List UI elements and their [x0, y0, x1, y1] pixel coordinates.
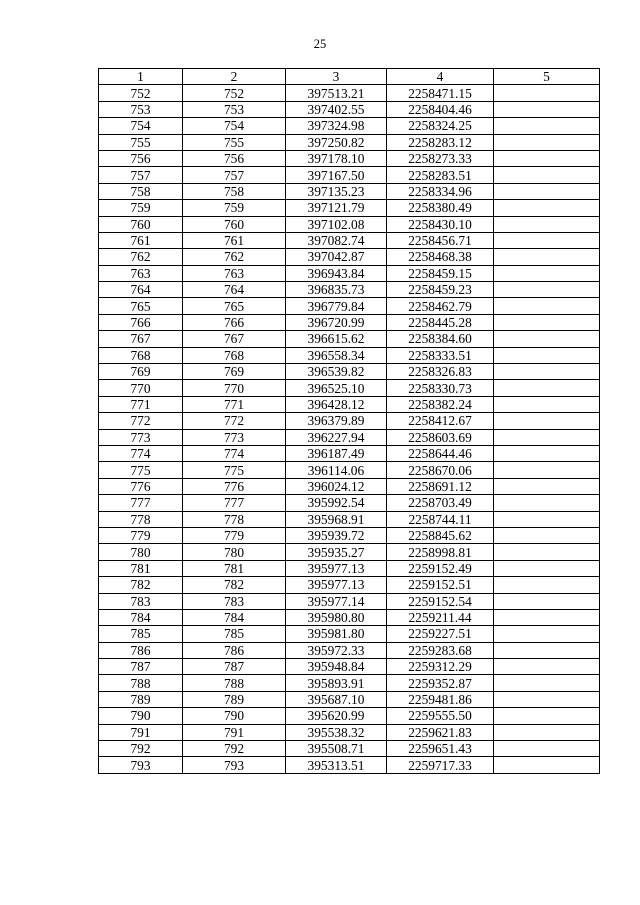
table-row	[99, 642, 600, 658]
table-row	[99, 626, 600, 642]
table-cell-col-4: 2259555.50	[387, 708, 494, 724]
table-cell-col-1: 756	[99, 150, 183, 166]
table-cell-col-4: 2258333.51	[387, 347, 494, 363]
table-cell-col-5	[494, 150, 600, 166]
table-row	[99, 560, 600, 576]
table-cell-col-1: 776	[99, 478, 183, 494]
table-row	[99, 708, 600, 724]
table-row	[99, 282, 600, 298]
table-cell-col-5	[494, 757, 600, 773]
table-cell-col-5	[494, 626, 600, 642]
header-cell-1: 1	[99, 69, 183, 85]
table-cell-col-3: 397402.55	[286, 101, 387, 117]
table-cell-col-5	[494, 249, 600, 265]
table-cell-col-3: 395968.91	[286, 511, 387, 527]
table-cell-col-1: 786	[99, 642, 183, 658]
table-cell-col-3: 396835.73	[286, 282, 387, 298]
table-cell-col-4: 2258459.15	[387, 265, 494, 281]
table-cell-col-5	[494, 544, 600, 560]
header-cell-2: 2	[183, 69, 286, 85]
table-cell-col-5	[494, 298, 600, 314]
table-cell-col-4: 2258670.06	[387, 462, 494, 478]
table-cell-col-4: 2258691.12	[387, 478, 494, 494]
table-cell-col-1: 775	[99, 462, 183, 478]
table-cell-col-5	[494, 118, 600, 134]
table-cell-col-5	[494, 85, 600, 101]
table-row	[99, 478, 600, 494]
table-cell-col-4: 2258430.10	[387, 216, 494, 232]
table-cell-col-2: 753	[183, 101, 286, 117]
table-cell-col-2: 790	[183, 708, 286, 724]
table-cell-col-1: 779	[99, 527, 183, 543]
table-cell-col-3: 396227.94	[286, 429, 387, 445]
table-cell-col-5	[494, 216, 600, 232]
table-cell-col-2: 761	[183, 232, 286, 248]
table-cell-col-2: 771	[183, 396, 286, 412]
table-cell-col-3: 395935.27	[286, 544, 387, 560]
table-cell-col-1: 774	[99, 445, 183, 461]
table-row	[99, 495, 600, 511]
table-cell-col-4: 2258462.79	[387, 298, 494, 314]
table-cell-col-4: 2259352.87	[387, 675, 494, 691]
table-cell-col-4: 2258283.51	[387, 167, 494, 183]
table-cell-col-1: 761	[99, 232, 183, 248]
table-cell-col-1: 784	[99, 609, 183, 625]
table-cell-col-3: 397178.10	[286, 150, 387, 166]
table-row	[99, 364, 600, 380]
table-cell-col-4: 2259283.68	[387, 642, 494, 658]
table-header	[99, 69, 600, 85]
table-cell-col-3: 397082.74	[286, 232, 387, 248]
table-cell-col-4: 2259227.51	[387, 626, 494, 642]
table-cell-col-2: 766	[183, 314, 286, 330]
table-cell-col-1: 764	[99, 282, 183, 298]
header-cell-3: 3	[286, 69, 387, 85]
table-cell-col-1: 766	[99, 314, 183, 330]
table-cell-col-2: 781	[183, 560, 286, 576]
table-cell-col-1: 755	[99, 134, 183, 150]
table-row	[99, 314, 600, 330]
table-cell-col-1: 785	[99, 626, 183, 642]
table-cell-col-2: 754	[183, 118, 286, 134]
table-cell-col-2: 755	[183, 134, 286, 150]
table-cell-col-3: 396379.89	[286, 413, 387, 429]
table-cell-col-3: 397042.87	[286, 249, 387, 265]
table-cell-col-3: 397250.82	[286, 134, 387, 150]
table-cell-col-5	[494, 495, 600, 511]
table-cell-col-1: 770	[99, 380, 183, 396]
table-cell-col-3: 396114.06	[286, 462, 387, 478]
table-cell-col-4: 2258326.83	[387, 364, 494, 380]
table-cell-col-1: 762	[99, 249, 183, 265]
table-cell-col-5	[494, 659, 600, 675]
table-cell-col-4: 2258404.46	[387, 101, 494, 117]
table-row	[99, 741, 600, 757]
table-cell-col-2: 752	[183, 85, 286, 101]
table-cell-col-4: 2258380.49	[387, 200, 494, 216]
table-cell-col-1: 767	[99, 331, 183, 347]
table-cell-col-1: 760	[99, 216, 183, 232]
table-cell-col-2: 788	[183, 675, 286, 691]
table-cell-col-3: 395687.10	[286, 691, 387, 707]
table-cell-col-5	[494, 478, 600, 494]
table-cell-col-4: 2258998.81	[387, 544, 494, 560]
table-cell-col-2: 782	[183, 577, 286, 593]
table-cell-col-3: 395620.99	[286, 708, 387, 724]
table-cell-col-1: 787	[99, 659, 183, 675]
table-cell-col-4: 2259481.86	[387, 691, 494, 707]
table-cell-col-2: 770	[183, 380, 286, 396]
table-cell-col-2: 768	[183, 347, 286, 363]
table-cell-col-4: 2258382.24	[387, 396, 494, 412]
table-row	[99, 216, 600, 232]
table-cell-col-2: 789	[183, 691, 286, 707]
table-row	[99, 380, 600, 396]
table-cell-col-2: 791	[183, 724, 286, 740]
table-cell-col-4: 2259312.29	[387, 659, 494, 675]
table-cell-col-3: 395981.80	[286, 626, 387, 642]
table-cell-col-3: 397121.79	[286, 200, 387, 216]
table-row	[99, 593, 600, 609]
table-cell-col-4: 2258330.73	[387, 380, 494, 396]
table-cell-col-2: 783	[183, 593, 286, 609]
table-cell-col-4: 2258644.46	[387, 445, 494, 461]
table-row	[99, 511, 600, 527]
table-row	[99, 462, 600, 478]
table-cell-col-5	[494, 511, 600, 527]
table-cell-col-5	[494, 577, 600, 593]
header-row	[99, 69, 600, 85]
table-cell-col-4: 2258845.62	[387, 527, 494, 543]
table-cell-col-3: 396943.84	[286, 265, 387, 281]
table-cell-col-3: 396558.34	[286, 347, 387, 363]
table-row	[99, 609, 600, 625]
table-row	[99, 85, 600, 101]
table-cell-col-2: 767	[183, 331, 286, 347]
table-row	[99, 413, 600, 429]
table-cell-col-1: 781	[99, 560, 183, 576]
table-row	[99, 150, 600, 166]
table-cell-col-5	[494, 101, 600, 117]
table-cell-col-1: 788	[99, 675, 183, 691]
header-cell-5: 5	[494, 69, 600, 85]
table-cell-col-1: 790	[99, 708, 183, 724]
table-cell-col-1: 780	[99, 544, 183, 560]
table-cell-col-4: 2258603.69	[387, 429, 494, 445]
table-cell-col-3: 396428.12	[286, 396, 387, 412]
table-row	[99, 183, 600, 199]
table-cell-col-1: 777	[99, 495, 183, 511]
table-cell-col-2: 758	[183, 183, 286, 199]
table-row	[99, 691, 600, 707]
table-cell-col-5	[494, 413, 600, 429]
table-cell-col-3: 396539.82	[286, 364, 387, 380]
table-cell-col-3: 396615.62	[286, 331, 387, 347]
table-cell-col-5	[494, 134, 600, 150]
table-cell-col-2: 780	[183, 544, 286, 560]
table-cell-col-2: 793	[183, 757, 286, 773]
table-cell-col-1: 783	[99, 593, 183, 609]
table-cell-col-2: 763	[183, 265, 286, 281]
table-cell-col-2: 773	[183, 429, 286, 445]
table-cell-col-4: 2259152.54	[387, 593, 494, 609]
table-cell-col-2: 792	[183, 741, 286, 757]
table-cell-col-5	[494, 462, 600, 478]
table-cell-col-5	[494, 445, 600, 461]
table-cell-col-5	[494, 609, 600, 625]
table-cell-col-1: 782	[99, 577, 183, 593]
table-cell-col-1: 789	[99, 691, 183, 707]
table-row	[99, 265, 600, 281]
table-row	[99, 544, 600, 560]
table-cell-col-4: 2258445.28	[387, 314, 494, 330]
table-cell-col-3: 395893.91	[286, 675, 387, 691]
table-cell-col-2: 760	[183, 216, 286, 232]
table-cell-col-5	[494, 265, 600, 281]
table-cell-col-1: 753	[99, 101, 183, 117]
table-cell-col-1: 769	[99, 364, 183, 380]
table-cell-col-1: 765	[99, 298, 183, 314]
table-cell-col-5	[494, 527, 600, 543]
table-cell-col-1: 754	[99, 118, 183, 134]
header-cell-4: 4	[387, 69, 494, 85]
table-cell-col-3: 395977.13	[286, 577, 387, 593]
table-cell-col-4: 2259152.51	[387, 577, 494, 593]
table-cell-col-3: 396187.49	[286, 445, 387, 461]
table-row	[99, 167, 600, 183]
table-cell-col-1: 791	[99, 724, 183, 740]
table-row	[99, 659, 600, 675]
table-row	[99, 134, 600, 150]
table-cell-col-3: 395538.32	[286, 724, 387, 740]
table-cell-col-3: 397135.23	[286, 183, 387, 199]
table-cell-col-1: 752	[99, 85, 183, 101]
table-cell-col-4: 2258283.12	[387, 134, 494, 150]
table-cell-col-3: 395977.14	[286, 593, 387, 609]
table-cell-col-5	[494, 364, 600, 380]
table-cell-col-5	[494, 642, 600, 658]
table-cell-col-4: 2259152.49	[387, 560, 494, 576]
table-cell-col-3: 395992.54	[286, 495, 387, 511]
table-row	[99, 200, 600, 216]
table-cell-col-2: 769	[183, 364, 286, 380]
table-row	[99, 101, 600, 117]
table-cell-col-3: 397167.50	[286, 167, 387, 183]
table-row	[99, 675, 600, 691]
table-cell-col-5	[494, 314, 600, 330]
table-cell-col-3: 397513.21	[286, 85, 387, 101]
table-cell-col-5	[494, 708, 600, 724]
table-cell-col-3: 396024.12	[286, 478, 387, 494]
table-cell-col-4: 2259651.43	[387, 741, 494, 757]
table-cell-col-5	[494, 675, 600, 691]
table-cell-col-1: 792	[99, 741, 183, 757]
table-cell-col-1: 793	[99, 757, 183, 773]
table-cell-col-2: 777	[183, 495, 286, 511]
table-cell-col-5	[494, 560, 600, 576]
table-cell-col-4: 2258744.11	[387, 511, 494, 527]
table-cell-col-2: 774	[183, 445, 286, 461]
table-cell-col-5	[494, 167, 600, 183]
table-cell-col-2: 762	[183, 249, 286, 265]
table-cell-col-2: 786	[183, 642, 286, 658]
table-cell-col-3: 397102.08	[286, 216, 387, 232]
table-cell-col-4: 2259621.83	[387, 724, 494, 740]
table-row	[99, 577, 600, 593]
table-cell-col-4: 2259717.33	[387, 757, 494, 773]
table-cell-col-4: 2258384.60	[387, 331, 494, 347]
table-cell-col-3: 395313.51	[286, 757, 387, 773]
table-cell-col-2: 779	[183, 527, 286, 543]
table-cell-col-5	[494, 593, 600, 609]
table-cell-col-4: 2258471.15	[387, 85, 494, 101]
table-cell-col-1: 778	[99, 511, 183, 527]
table-row	[99, 396, 600, 412]
table-cell-col-5	[494, 691, 600, 707]
table-cell-col-1: 759	[99, 200, 183, 216]
table-cell-col-1: 763	[99, 265, 183, 281]
table-cell-col-5	[494, 396, 600, 412]
table-cell-col-5	[494, 331, 600, 347]
table-cell-col-3: 395980.80	[286, 609, 387, 625]
table-cell-col-4: 2258412.67	[387, 413, 494, 429]
table-cell-col-4: 2259211.44	[387, 609, 494, 625]
table-cell-col-4: 2258273.33	[387, 150, 494, 166]
table-cell-col-1: 773	[99, 429, 183, 445]
table-cell-col-2: 759	[183, 200, 286, 216]
table-cell-col-2: 772	[183, 413, 286, 429]
table-cell-col-4: 2258459.23	[387, 282, 494, 298]
table-cell-col-2: 764	[183, 282, 286, 298]
table-cell-col-5	[494, 183, 600, 199]
table-row	[99, 298, 600, 314]
table-cell-col-4: 2258468.38	[387, 249, 494, 265]
table-cell-col-3: 397324.98	[286, 118, 387, 134]
table-row	[99, 527, 600, 543]
table-row	[99, 118, 600, 134]
table-cell-col-1: 758	[99, 183, 183, 199]
table-row	[99, 724, 600, 740]
table-cell-col-2: 784	[183, 609, 286, 625]
table-row	[99, 429, 600, 445]
table-cell-col-5	[494, 200, 600, 216]
table-cell-col-3: 395977.13	[286, 560, 387, 576]
table-cell-col-2: 785	[183, 626, 286, 642]
table-row	[99, 232, 600, 248]
table-cell-col-1: 757	[99, 167, 183, 183]
table-cell-col-1: 771	[99, 396, 183, 412]
table-cell-col-3: 396525.10	[286, 380, 387, 396]
table-row	[99, 331, 600, 347]
table-cell-col-4: 2258703.49	[387, 495, 494, 511]
table-cell-col-4: 2258334.96	[387, 183, 494, 199]
table-row	[99, 757, 600, 773]
table-cell-col-3: 395508.71	[286, 741, 387, 757]
table-cell-col-5	[494, 741, 600, 757]
table-cell-col-3: 396720.99	[286, 314, 387, 330]
table-cell-col-5	[494, 380, 600, 396]
table-cell-col-1: 768	[99, 347, 183, 363]
table-cell-col-3: 395948.84	[286, 659, 387, 675]
page-number: 25	[313, 37, 327, 51]
table-cell-col-2: 776	[183, 478, 286, 494]
table-cell-col-4: 2258456.71	[387, 232, 494, 248]
table-cell-col-2: 757	[183, 167, 286, 183]
table-cell-col-5	[494, 429, 600, 445]
table-cell-col-5	[494, 347, 600, 363]
table-cell-col-5	[494, 282, 600, 298]
table-row	[99, 249, 600, 265]
table-cell-col-3: 395972.33	[286, 642, 387, 658]
table-cell-col-2: 775	[183, 462, 286, 478]
table-cell-col-3: 396779.84	[286, 298, 387, 314]
table-body	[99, 85, 600, 773]
table-cell-col-5	[494, 232, 600, 248]
table-row	[99, 347, 600, 363]
table-row	[99, 445, 600, 461]
table-cell-col-3: 395939.72	[286, 527, 387, 543]
table-cell-col-5	[494, 724, 600, 740]
table-cell-col-4: 2258324.25	[387, 118, 494, 134]
table-cell-col-1: 772	[99, 413, 183, 429]
coordinates-table	[98, 68, 600, 774]
table-cell-col-2: 756	[183, 150, 286, 166]
table-cell-col-2: 787	[183, 659, 286, 675]
table-cell-col-2: 765	[183, 298, 286, 314]
table-cell-col-2: 778	[183, 511, 286, 527]
